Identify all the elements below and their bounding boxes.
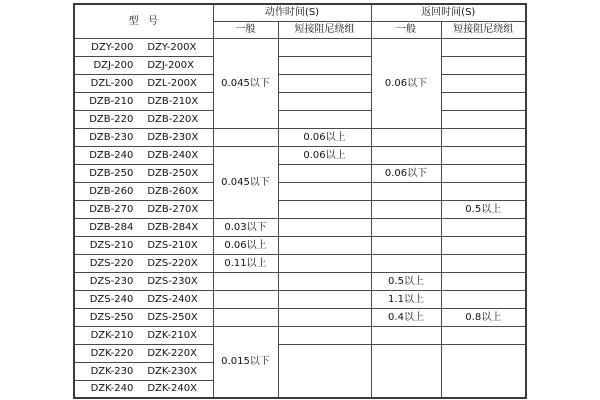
action-general-cell [213, 308, 278, 326]
action-damp-cell [278, 344, 371, 398]
action-general-cell: 0.03以下 [213, 218, 278, 236]
action-damp-cell [278, 38, 371, 56]
action-damp-cell [278, 254, 371, 272]
model-name: DZY-200 [91, 41, 134, 53]
model-cell [74, 146, 213, 164]
action-general-cell: 0.045以下 [213, 146, 278, 218]
model-name: DZS-250 [89, 311, 134, 323]
model-cell [74, 92, 213, 110]
model-pair [75, 132, 213, 143]
return-damp-cell [441, 38, 526, 56]
return-damp-cell [441, 92, 526, 110]
model-name: DZK-230 [90, 365, 134, 377]
model-name: DZL-200 [90, 77, 134, 89]
table-row [74, 164, 526, 182]
model-name-x: DZB-260X [147, 185, 199, 197]
model-name: DZS-210 [89, 239, 134, 251]
action-time-header: 动作时间(S) [213, 4, 371, 21]
model-name: DZB-230 [89, 131, 134, 143]
action-general-cell: 0.045以下 [213, 38, 278, 128]
action-damp-cell [278, 110, 371, 128]
action-damp-cell [278, 308, 371, 326]
action-general-cell: 0.06以上 [213, 236, 278, 254]
model-name-x: DZB-250X [147, 167, 199, 179]
table-row [74, 110, 526, 128]
model-cell [74, 380, 213, 398]
model-name-x: DZJ-200X [147, 59, 195, 71]
return-general-cell [371, 182, 441, 200]
return-damp-subheader: 短接阻尼绕组 [441, 21, 526, 38]
return-damp-cell [441, 110, 526, 128]
model-pair [75, 150, 213, 161]
model-pair [75, 240, 213, 251]
action-general-cell [213, 272, 278, 290]
model-name: DZS-230 [89, 275, 134, 287]
model-name: DZJ-200 [93, 59, 134, 71]
action-damp-cell [278, 182, 371, 200]
return-general-cell [371, 128, 441, 146]
table-row [74, 38, 526, 56]
model-pair [75, 78, 213, 89]
return-damp-cell [441, 272, 526, 290]
model-pair [75, 258, 213, 269]
action-damp-cell: 0.06以上 [278, 146, 371, 164]
return-damp-cell [441, 164, 526, 182]
table-row [74, 254, 526, 272]
action-general-cell [213, 128, 278, 146]
model-name: DZB-240 [89, 149, 134, 161]
model-cell [74, 362, 213, 380]
model-name-x: DZS-220X [147, 257, 198, 269]
model-cell [74, 182, 213, 200]
model-name-x: DZL-200X [147, 77, 197, 89]
model-cell [74, 38, 213, 56]
return-general-cell [371, 200, 441, 218]
table-row [74, 344, 526, 362]
model-cell [74, 236, 213, 254]
return-damp-cell [441, 182, 526, 200]
model-name: DZB-220 [89, 113, 134, 125]
return-damp-cell [441, 236, 526, 254]
action-damp-cell [278, 326, 371, 344]
model-pair [75, 366, 213, 377]
action-general-cell: 0.015以下 [213, 326, 278, 398]
model-pair [75, 276, 213, 287]
table-row [74, 218, 526, 236]
return-general-subheader: 一般 [371, 21, 441, 38]
return-damp-cell [441, 326, 526, 344]
model-cell [74, 272, 213, 290]
action-damp-cell [278, 92, 371, 110]
model-cell [74, 110, 213, 128]
model-pair [75, 383, 213, 394]
action-damp-cell [278, 164, 371, 182]
return-general-cell: 0.06以下 [371, 38, 441, 128]
return-damp-cell [441, 74, 526, 92]
model-cell [74, 254, 213, 272]
model-name-x: DZS-230X [147, 275, 198, 287]
model-name-x: DZS-210X [147, 239, 198, 251]
model-pair [75, 312, 213, 323]
table-row [74, 200, 526, 218]
action-damp-cell [278, 200, 371, 218]
model-name: DZK-240 [90, 383, 134, 395]
return-general-cell: 0.5以上 [371, 272, 441, 290]
table-header [74, 4, 526, 38]
model-pair [75, 222, 213, 233]
model-pair [75, 60, 213, 71]
model-cell [74, 344, 213, 362]
model-name-x: DZY-200X [147, 41, 197, 53]
return-damp-cell [441, 344, 526, 398]
return-damp-cell: 0.8以上 [441, 308, 526, 326]
action-general-cell: 0.11以上 [213, 254, 278, 272]
return-general-cell [371, 218, 441, 236]
return-general-cell [371, 146, 441, 164]
return-damp-cell [441, 128, 526, 146]
action-damp-cell [278, 218, 371, 236]
table-row [74, 56, 526, 74]
model-cell [74, 218, 213, 236]
model-name-x: DZB-230X [147, 131, 199, 143]
relay-timing-table [73, 3, 527, 399]
model-name-x: DZS-250X [147, 311, 198, 323]
model-name-x: DZB-220X [147, 113, 199, 125]
action-general-subheader: 一般 [213, 21, 278, 38]
return-damp-cell [441, 254, 526, 272]
model-pair [75, 96, 213, 107]
table-row [74, 182, 526, 200]
return-general-cell: 0.4以上 [371, 308, 441, 326]
model-cell [74, 308, 213, 326]
table-body [74, 38, 526, 398]
return-general-cell: 1.1以上 [371, 290, 441, 308]
model-cell [74, 326, 213, 344]
model-header: 型 号 [74, 4, 213, 38]
model-pair [75, 204, 213, 215]
action-damp-cell [278, 236, 371, 254]
return-general-cell [371, 344, 441, 398]
table-row [74, 146, 526, 164]
model-cell [74, 164, 213, 182]
action-damp-cell: 0.06以上 [278, 128, 371, 146]
model-name-x: DZB-210X [147, 95, 199, 107]
return-general-cell [371, 254, 441, 272]
model-name: DZB-210 [89, 95, 134, 107]
model-name: DZB-260 [89, 185, 134, 197]
table-row [74, 92, 526, 110]
model-name-x: DZK-240X [147, 383, 197, 395]
model-pair [75, 186, 213, 197]
return-damp-cell [441, 218, 526, 236]
action-damp-cell [278, 56, 371, 74]
model-name-x: DZB-240X [147, 149, 199, 161]
table-row [74, 74, 526, 92]
action-damp-subheader: 短接阻尼绕组 [278, 21, 371, 38]
model-name: DZK-210 [90, 329, 134, 341]
table-row [74, 290, 526, 308]
model-name-x: DZS-240X [147, 293, 198, 305]
model-pair [75, 114, 213, 125]
return-time-header: 返回时间(S) [371, 4, 526, 21]
spec-table-container [73, 3, 527, 399]
model-name: DZB-250 [89, 167, 134, 179]
model-cell [74, 56, 213, 74]
action-general-cell [213, 290, 278, 308]
return-damp-cell [441, 290, 526, 308]
model-name-x: DZK-230X [147, 365, 197, 377]
table-row [74, 272, 526, 290]
model-name-x: DZK-210X [147, 329, 197, 341]
action-damp-cell [278, 272, 371, 290]
return-general-cell: 0.06以下 [371, 164, 441, 182]
table-row [74, 308, 526, 326]
model-name: DZK-220 [90, 347, 134, 359]
model-name: DZS-240 [89, 293, 134, 305]
model-name-x: DZB-284X [147, 221, 199, 233]
return-general-cell [371, 236, 441, 254]
return-damp-cell [441, 146, 526, 164]
return-general-cell [371, 326, 441, 344]
table-row [74, 128, 526, 146]
model-name-x: DZK-220X [147, 347, 197, 359]
model-cell [74, 74, 213, 92]
return-damp-cell [441, 56, 526, 74]
model-name: DZB-270 [89, 203, 134, 215]
model-pair [75, 168, 213, 179]
model-pair [75, 294, 213, 305]
model-pair [75, 42, 213, 53]
model-pair [75, 348, 213, 359]
model-cell [74, 200, 213, 218]
model-cell [74, 290, 213, 308]
model-cell [74, 128, 213, 146]
model-name-x: DZB-270X [147, 203, 199, 215]
table-row [74, 326, 526, 344]
model-pair [75, 330, 213, 341]
action-damp-cell [278, 74, 371, 92]
model-name: DZB-284 [89, 221, 134, 233]
model-name: DZS-220 [89, 257, 134, 269]
table-row [74, 236, 526, 254]
action-damp-cell [278, 290, 371, 308]
return-damp-cell: 0.5以上 [441, 200, 526, 218]
